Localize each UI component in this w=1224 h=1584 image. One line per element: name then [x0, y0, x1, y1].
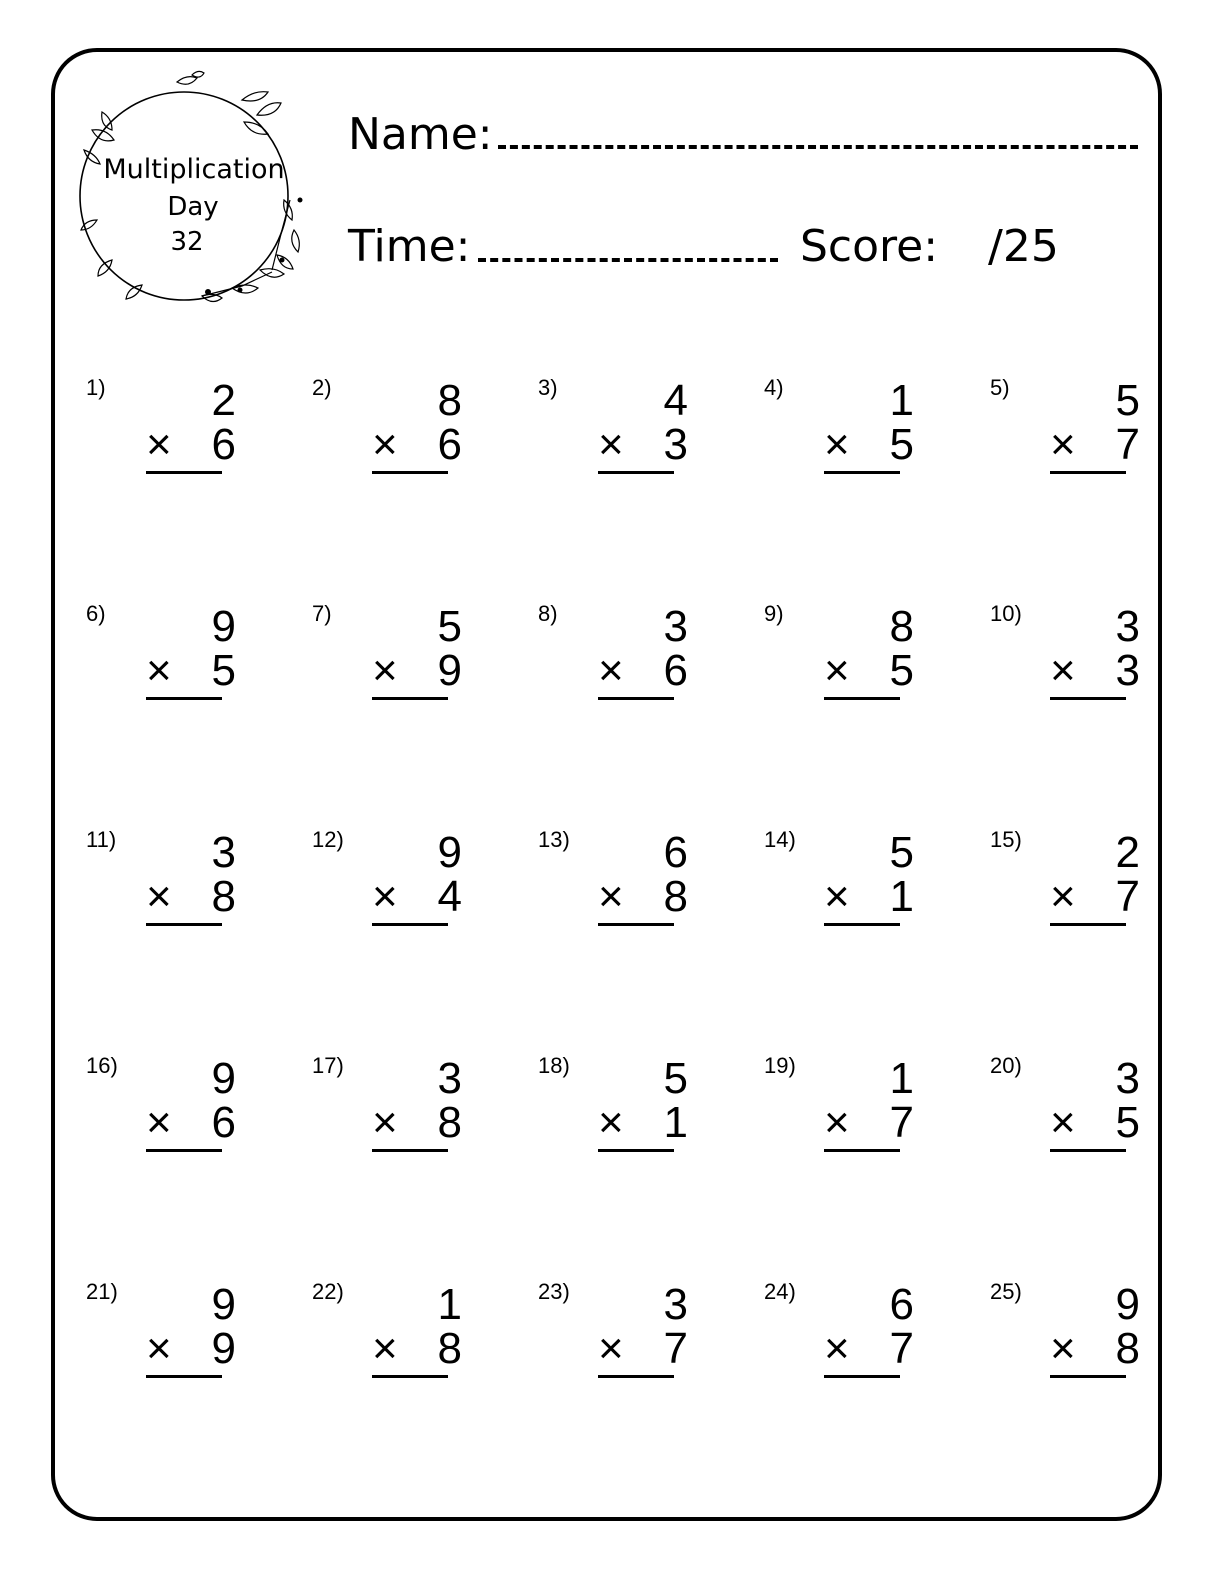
answer-line[interactable]: [598, 1375, 674, 1378]
problem-22: [312, 1280, 492, 1410]
times-sign: ×: [824, 1098, 850, 1147]
multiplier: 5: [1115, 1098, 1140, 1147]
title-badge: [72, 70, 322, 310]
multiplier-row: [598, 422, 688, 468]
multiplier-row: [598, 874, 688, 920]
problem-number: 16): [86, 1053, 118, 1078]
times-sign: ×: [372, 872, 398, 921]
problem-number: 24): [764, 1279, 796, 1304]
times-sign: ×: [1050, 1324, 1076, 1373]
multiplier-row: [372, 648, 462, 694]
multiplier-row: [598, 648, 688, 694]
answer-line[interactable]: [146, 923, 222, 926]
multiplicand: 9: [211, 1280, 236, 1329]
problem-number: 5): [990, 375, 1010, 400]
answer-line[interactable]: [372, 697, 448, 700]
multiplier: 8: [437, 1098, 462, 1147]
problem-number: 8): [538, 601, 558, 626]
problem-number: 1): [86, 375, 106, 400]
times-sign: ×: [824, 1324, 850, 1373]
problem-21: [86, 1280, 266, 1410]
answer-line[interactable]: [598, 923, 674, 926]
multiplicand: 3: [437, 1054, 462, 1103]
multiplier: 1: [663, 1098, 688, 1147]
multiplier-row: [146, 422, 236, 468]
multiplier-row: [824, 874, 914, 920]
multiplier-row: [1050, 1326, 1140, 1372]
problem-10: [990, 602, 1170, 732]
problem-16: [86, 1054, 266, 1184]
problem-number: 11): [86, 827, 117, 852]
problem-14: [764, 828, 944, 958]
multiplier: 8: [1115, 1324, 1140, 1373]
problem-number: 22): [312, 1279, 344, 1304]
multiplier-row: [1050, 874, 1140, 920]
problem-9: [764, 602, 944, 732]
name-label: Name:: [348, 109, 493, 160]
answer-line[interactable]: [1050, 471, 1126, 474]
times-sign: ×: [146, 1324, 172, 1373]
multiplier: 3: [1115, 646, 1140, 695]
multiplier: 5: [211, 646, 236, 695]
multiplicand: 2: [1115, 828, 1140, 877]
times-sign: ×: [1050, 1098, 1076, 1147]
time-label: Time:: [348, 221, 471, 272]
multiplier-row: [824, 1326, 914, 1372]
multiplier-row: [1050, 1100, 1140, 1146]
leaf-wreath-icon: [72, 70, 322, 310]
problem-number: 19): [764, 1053, 796, 1078]
problem-19: [764, 1054, 944, 1184]
problem-6: [86, 602, 266, 732]
answer-line[interactable]: [824, 697, 900, 700]
problem-number: 13): [538, 827, 570, 852]
multiplier-row: [146, 1100, 236, 1146]
problem-number: 3): [538, 375, 558, 400]
problem-number: 4): [764, 375, 784, 400]
problem-4: [764, 376, 944, 506]
problem-3: [538, 376, 718, 506]
multiplicand: 9: [437, 828, 462, 877]
times-sign: ×: [372, 420, 398, 469]
problem-number: 14): [764, 827, 796, 852]
multiplicand: 3: [663, 602, 688, 651]
times-sign: ×: [824, 646, 850, 695]
answer-line[interactable]: [598, 471, 674, 474]
multiplier-row: [824, 1100, 914, 1146]
times-sign: ×: [598, 1324, 624, 1373]
problem-number: 21): [86, 1279, 118, 1304]
times-sign: ×: [598, 646, 624, 695]
problem-number: 12): [312, 827, 344, 852]
problem-7: [312, 602, 492, 732]
multiplicand: 1: [437, 1280, 462, 1329]
problem-23: [538, 1280, 718, 1410]
answer-line[interactable]: [598, 697, 674, 700]
times-sign: ×: [146, 1098, 172, 1147]
multiplicand: 8: [437, 376, 462, 425]
answer-line[interactable]: [146, 697, 222, 700]
problem-25: [990, 1280, 1170, 1410]
multiplicand: 4: [663, 376, 688, 425]
times-sign: ×: [372, 646, 398, 695]
answer-line[interactable]: [824, 471, 900, 474]
problem-18: [538, 1054, 718, 1184]
multiplier: 1: [889, 872, 914, 921]
multiplier-row: [372, 1100, 462, 1146]
problem-13: [538, 828, 718, 958]
problem-15: [990, 828, 1170, 958]
problem-number: 20): [990, 1053, 1022, 1078]
problem-number: 9): [764, 601, 784, 626]
answer-line[interactable]: [1050, 923, 1126, 926]
problem-number: 17): [312, 1053, 344, 1078]
multiplicand: 3: [1115, 1054, 1140, 1103]
problem-number: 2): [312, 375, 332, 400]
multiplicand: 1: [889, 376, 914, 425]
times-sign: ×: [372, 1098, 398, 1147]
badge-title: Multiplication: [103, 154, 285, 185]
multiplicand: 6: [889, 1280, 914, 1329]
multiplier: 6: [663, 646, 688, 695]
multiplier-row: [372, 874, 462, 920]
multiplier-row: [146, 648, 236, 694]
answer-line[interactable]: [824, 1149, 900, 1152]
multiplier: 5: [889, 420, 914, 469]
answer-line[interactable]: [372, 923, 448, 926]
times-sign: ×: [824, 420, 850, 469]
time-field[interactable]: [478, 258, 778, 262]
multiplier-row: [372, 422, 462, 468]
multiplier: 7: [1115, 872, 1140, 921]
times-sign: ×: [598, 420, 624, 469]
times-sign: ×: [146, 872, 172, 921]
answer-line[interactable]: [824, 923, 900, 926]
multiplicand: 8: [889, 602, 914, 651]
multiplier-row: [146, 1326, 236, 1372]
answer-line[interactable]: [372, 471, 448, 474]
multiplier: 9: [211, 1324, 236, 1373]
multiplicand: 6: [663, 828, 688, 877]
problem-12: [312, 828, 492, 958]
problem-1: [86, 376, 266, 506]
score-label: Score:: [800, 221, 939, 272]
multiplier: 6: [211, 1098, 236, 1147]
multiplier: 7: [889, 1098, 914, 1147]
multiplier: 8: [663, 872, 688, 921]
answer-line[interactable]: [146, 1375, 222, 1378]
multiplicand: 3: [1115, 602, 1140, 651]
multiplier-row: [824, 648, 914, 694]
problem-number: 15): [990, 827, 1022, 852]
answer-line[interactable]: [598, 1149, 674, 1152]
problem-2: [312, 376, 492, 506]
multiplicand: 2: [211, 376, 236, 425]
multiplier: 7: [663, 1324, 688, 1373]
multiplicand: 5: [663, 1054, 688, 1103]
multiplier-row: [598, 1326, 688, 1372]
times-sign: ×: [598, 872, 624, 921]
times-sign: ×: [372, 1324, 398, 1373]
multiplier: 3: [663, 420, 688, 469]
problem-number: 25): [990, 1279, 1022, 1304]
times-sign: ×: [1050, 872, 1076, 921]
problem-number: 18): [538, 1053, 570, 1078]
problem-number: 6): [86, 601, 106, 626]
answer-line[interactable]: [1050, 697, 1126, 700]
multiplier-row: [372, 1326, 462, 1372]
problem-number: 7): [312, 601, 332, 626]
score-total: /25: [988, 221, 1059, 272]
multiplier: 6: [437, 420, 462, 469]
times-sign: ×: [1050, 646, 1076, 695]
answer-line[interactable]: [1050, 1375, 1126, 1378]
multiplier-row: [1050, 422, 1140, 468]
problem-5: [990, 376, 1170, 506]
answer-line[interactable]: [824, 1375, 900, 1378]
times-sign: ×: [146, 646, 172, 695]
multiplier: 5: [889, 646, 914, 695]
name-field[interactable]: [498, 145, 1138, 149]
multiplier-row: [824, 422, 914, 468]
answer-line[interactable]: [1050, 1149, 1126, 1152]
times-sign: ×: [1050, 420, 1076, 469]
answer-line[interactable]: [372, 1149, 448, 1152]
times-sign: ×: [598, 1098, 624, 1147]
problem-20: [990, 1054, 1170, 1184]
multiplier: 9: [437, 646, 462, 695]
multiplicand: 1: [889, 1054, 914, 1103]
problem-number: 10): [990, 601, 1022, 626]
multiplicand: 5: [437, 602, 462, 651]
multiplier-row: [146, 874, 236, 920]
problem-number: 23): [538, 1279, 570, 1304]
multiplier-row: [1050, 648, 1140, 694]
times-sign: ×: [146, 420, 172, 469]
multiplicand: 9: [211, 1054, 236, 1103]
multiplicand: 5: [1115, 376, 1140, 425]
multiplier: 8: [437, 1324, 462, 1373]
multiplier: 7: [1115, 420, 1140, 469]
badge-day-label: Day: [167, 192, 219, 222]
answer-line[interactable]: [146, 1149, 222, 1152]
times-sign: ×: [824, 872, 850, 921]
problem-17: [312, 1054, 492, 1184]
problem-11: [86, 828, 266, 958]
multiplier: 8: [211, 872, 236, 921]
multiplier: 7: [889, 1324, 914, 1373]
multiplier: 6: [211, 420, 236, 469]
multiplier-row: [598, 1100, 688, 1146]
answer-line[interactable]: [372, 1375, 448, 1378]
multiplier: 4: [437, 872, 462, 921]
problem-8: [538, 602, 718, 732]
answer-line[interactable]: [146, 471, 222, 474]
multiplicand: 3: [211, 828, 236, 877]
multiplicand: 3: [663, 1280, 688, 1329]
multiplicand: 5: [889, 828, 914, 877]
problem-24: [764, 1280, 944, 1410]
badge-day-number: 32: [170, 227, 204, 257]
multiplicand: 9: [211, 602, 236, 651]
multiplicand: 9: [1115, 1280, 1140, 1329]
